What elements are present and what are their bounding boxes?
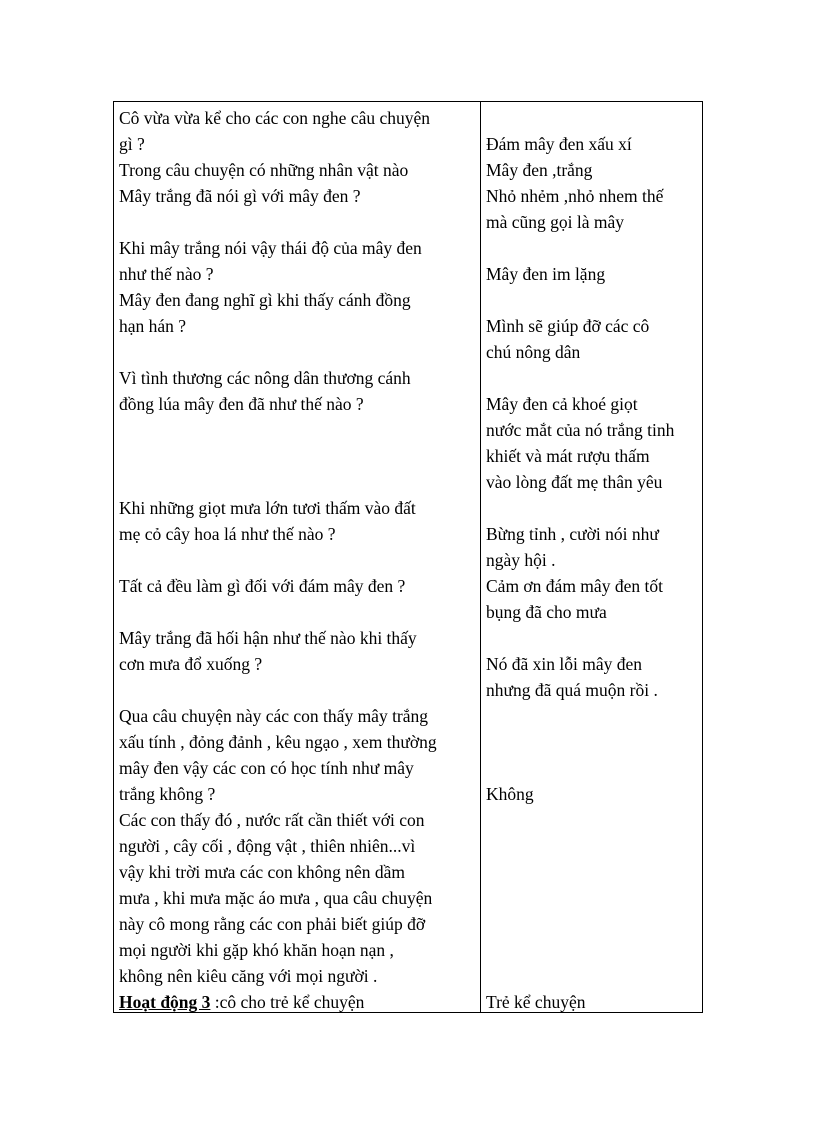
conclusion-line: Các con thấy đó , nước rất cần thiết với con bbox=[119, 810, 425, 830]
question-line: Cô vừa vừa kể cho các con nghe câu chuyện bbox=[119, 108, 430, 128]
answer-line: Mình sẽ giúp đỡ các cô bbox=[486, 316, 650, 336]
question-line: đồng lúa mây đen đã như thế nào ? bbox=[119, 394, 364, 414]
answer-line: Nhỏ nhẻm ,nhỏ nhem thế bbox=[486, 186, 664, 206]
answer-line: nước mắt của nó trắng tinh bbox=[486, 420, 675, 440]
question-line: mẹ cỏ cây hoa lá như thế nào ? bbox=[119, 524, 336, 544]
activity-heading bbox=[119, 989, 364, 1015]
question-line: Mây đen đang nghĩ gì khi thấy cánh đồng bbox=[119, 290, 411, 310]
answer-line: ngày hội . bbox=[486, 550, 556, 570]
answer-line: Đám mây đen xấu xí bbox=[486, 134, 632, 154]
answer-line: Bừng tỉnh , cười nói như bbox=[486, 524, 659, 544]
activity-label: Hoạt động 3 bbox=[119, 992, 211, 1012]
question-line: Trong câu chuyện có những nhân vật nào bbox=[119, 160, 409, 180]
question-line: trắng không ? bbox=[119, 784, 216, 804]
conclusion-line: mưa , khi mưa mặc áo mưa , qua câu chuyện bbox=[119, 888, 433, 908]
question-line: mây đen vậy các con có học tính như mây bbox=[119, 758, 414, 778]
answer-line: Mây đen im lặng bbox=[486, 264, 606, 284]
question-line: Mây trắng đã hối hận như thế nào khi thấy bbox=[119, 628, 417, 648]
question-line: Mây trắng đã nói gì với mây đen ? bbox=[119, 186, 361, 206]
question-line: như thế nào ? bbox=[119, 264, 214, 284]
question-line: cơn mưa đổ xuống ? bbox=[119, 654, 263, 674]
answer-line: vào lòng đất mẹ thân yêu bbox=[486, 472, 663, 492]
question-line: hạn hán ? bbox=[119, 316, 187, 336]
answer-line: Mây đen cả khoé giọt bbox=[486, 394, 638, 414]
conclusion-line: người , cây cối , động vật , thiên nhiên...vì bbox=[119, 836, 416, 856]
answer-line: mà cũng gọi là mây bbox=[486, 212, 625, 232]
answer-line: chú nông dân bbox=[486, 342, 581, 362]
conclusion-line: không nên kiêu căng với mọi người . bbox=[119, 966, 378, 986]
answer-line: nhưng đã quá muộn rồi . bbox=[486, 680, 658, 700]
question-line: Vì tình thương các nông dân thương cánh bbox=[119, 368, 411, 388]
conclusion-line: mọi người khi gặp khó khăn hoạn nạn , bbox=[119, 940, 394, 960]
question-line: Khi những giọt mưa lớn tươi thấm vào đất bbox=[119, 498, 416, 518]
question-line: xấu tính , đỏng đảnh , kêu ngạo , xem thường bbox=[119, 732, 437, 752]
answer-line: bụng đã cho mưa bbox=[486, 602, 607, 622]
activity-text: :cô cho trẻ kể chuyện bbox=[210, 992, 365, 1012]
conclusion-line: vậy khi trời mưa các con không nên dầm bbox=[119, 862, 406, 882]
qa-table bbox=[113, 101, 703, 1013]
question-line: gì ? bbox=[119, 134, 145, 154]
answer-line: Mây đen ,trắng bbox=[486, 160, 593, 180]
answer-line: Nó đã xin lỗi mây đen bbox=[486, 654, 643, 674]
answer-line: Trẻ kể chuyện bbox=[486, 992, 586, 1012]
conclusion-line: này cô mong rằng các con phải biết giúp đỡ bbox=[119, 914, 426, 934]
question-line: Tất cả đều làm gì đối với đám mây đen ? bbox=[119, 576, 406, 596]
answer-line: Không bbox=[486, 784, 534, 804]
question-line: Qua câu chuyện này các con thấy mây trắng bbox=[119, 706, 429, 726]
question-line: Khi mây trắng nói vậy thái độ của mây đen bbox=[119, 238, 422, 258]
answer-line: khiết và mát rượu thấm bbox=[486, 446, 650, 466]
column-divider bbox=[480, 102, 481, 1012]
answer-line: Cảm ơn đám mây đen tốt bbox=[486, 576, 663, 596]
